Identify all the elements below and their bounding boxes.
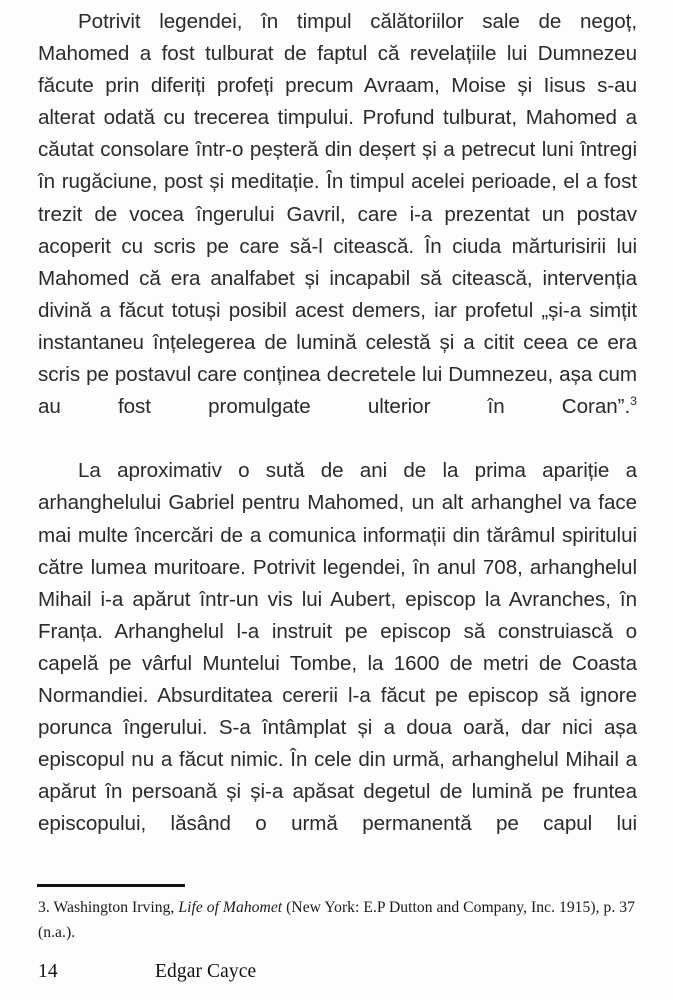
body-text-column <box>38 6 637 873</box>
footnote-separator-rule <box>37 884 185 887</box>
footnote-publication: (New York: E.P Dutton and Company, Inc. 1915), p. 37 (n.a.). <box>38 899 635 941</box>
footnote-author: Washington Irving, <box>53 899 175 916</box>
footnote-work-title: Life of Mahomet <box>178 899 283 916</box>
paragraph-1-text-part-2: lui Dumnezeu, așa cum au fost promulgate ulterior în Coran”. <box>38 363 637 419</box>
footnote-reference-3[interactable]: 3 <box>630 394 637 409</box>
page-number: 14 <box>38 961 58 982</box>
paragraph-2 <box>38 455 637 872</box>
footnote-marker: 3. <box>38 899 50 916</box>
paragraph-2-text: La aproximativ o sută de ani de la prima apariție a arhanghelului Gabriel pentru Mahomed, un alt arhanghel va face mai multe încercări de a comunica informații din tărâmul spiritului către lumea muritoare. Potrivit legendei, în anul 708, arhanghelul Mihail i-a apărut într-un vis lui Aubert, episcop la Avranches, în Franța. Arhanghelul l-a instruit pe episcop să construiască o capelă pe vârful Muntelui Tombe, la 1600 de metri de Coasta Normandiei. Absurditatea cererii l-a făcut pe episcop să ignore porunca îngerului. S-a întâmplat și a doua oară, dar nici așa episcopul nu a făcut nimic. În cele din urmă, arhanghelul Mihail a apărut în persoană și și-a apăsat degetul de lumină pe fruntea episcopului, lăsând o urmă permanentă pe capul lui <box>38 459 637 836</box>
running-title: Edgar Cayce <box>155 961 257 982</box>
footnote-block <box>38 895 638 945</box>
paragraph-1-text-part-1: Potrivit legendei, în timpul călătoriilor sale de negoț, Mahomed a fost tulburat de faptul că revelațiile lui Dumnezeu făcute prin diferiți profeți precum Avraam, Moise și Iisus s-au alterat odată cu trecerea timpului. Profund tulburat, Mahomed a căutat consolare într-o peșteră din deșert și a petrecut luni întregi în rugăciune, post și meditație. În timpul acelei perioade, el a fost trezit de vocea îngerului Gavril, care i-a prezentat un postav acoperit cu scris pe care să-l citească. În ciuda mărturisirii lui Mahomed că era analfabet și incapabil să citească, intervenția divină a făcut totuși posibil acest demers, iar profetul „și-a simțit instantaneu înțelegerea de lumină celestă și a citit ceea ce era scris pe postavul care conținea <box>38 10 637 387</box>
paragraph-1-emphasis-word: decretele <box>326 363 416 387</box>
page-footer <box>38 957 638 987</box>
paragraph-1 <box>38 6 637 455</box>
